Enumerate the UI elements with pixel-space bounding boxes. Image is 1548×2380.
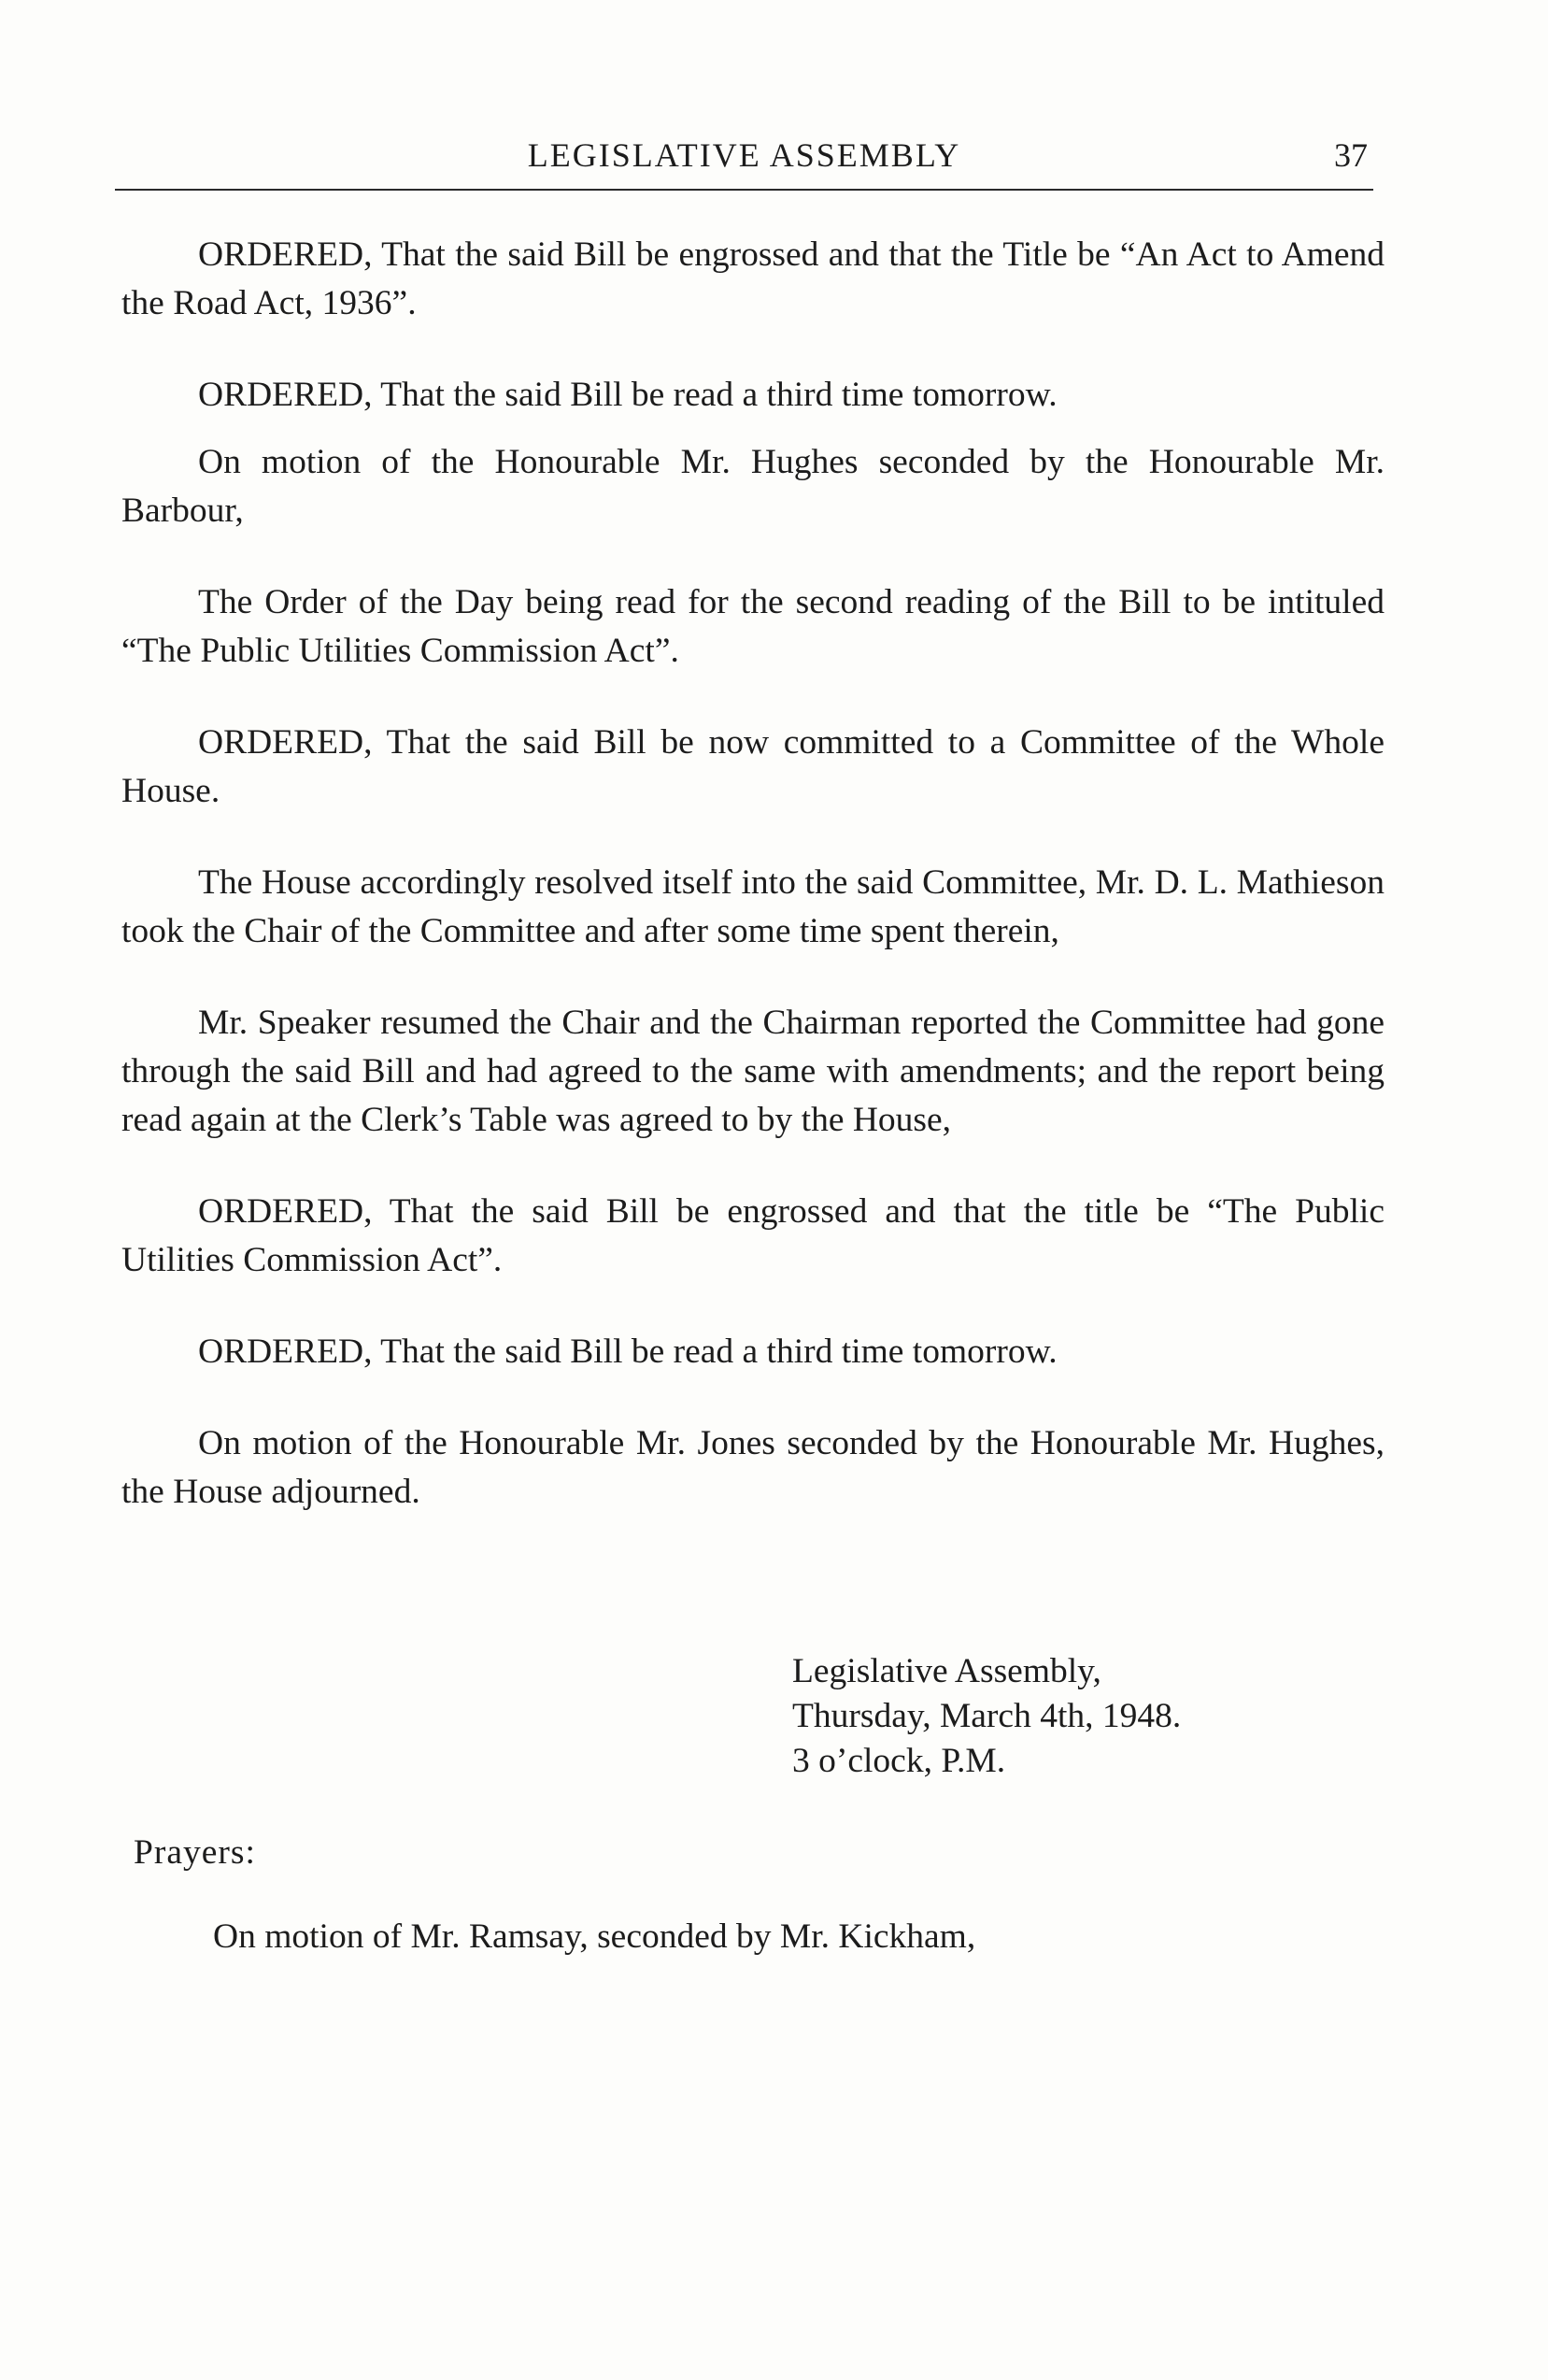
paragraph-motion-hughes-barbour: On motion of the Honourable Mr. Hughes seconded by the Honourable Mr. Barbour, bbox=[121, 443, 1385, 530]
sitting-date: Thursday, March 4th, 1948. bbox=[792, 1697, 1182, 1735]
page-number: 37 bbox=[1334, 136, 1368, 174]
paragraph-motion-ramsay-kickham: On motion of Mr. Ramsay, seconded by Mr. Kickham, bbox=[213, 1917, 976, 1956]
running-title: LEGISLATIVE ASSEMBLY bbox=[527, 136, 961, 174]
paragraph-committee-of-whole: The House accordingly resolved itself into the said Committee, Mr. D. L. Mathieson took the Chair of the Committee and after some time spent therein, bbox=[121, 863, 1385, 950]
prayers-heading: Prayers: bbox=[134, 1833, 256, 1872]
paragraph-motion-adjourned: On motion of the Honourable Mr. Jones seconded by the Honourable Mr. Hughes, the House adjourned. bbox=[121, 1424, 1385, 1511]
sitting-time: 3 o’clock, P.M. bbox=[792, 1742, 1006, 1780]
paragraph-order-of-day: The Order of the Day being read for the second reading of the Bill to be intituled “The Public Utilities Commission Act”. bbox=[121, 583, 1385, 670]
paragraph-ordered-engrossed-utilities: ORDERED, That the said Bill be engrossed and that the title be “The Public Utilities Commission Act”. bbox=[121, 1192, 1385, 1279]
journal-body bbox=[121, 231, 1385, 1517]
sitting-place: Legislative Assembly, bbox=[792, 1652, 1101, 1690]
paragraph-speaker-resumed: Mr. Speaker resumed the Chair and the Chairman reported the Committee had gone through the said Bill and had agreed to the same with amendments; and the report being read again at the Clerk’s Table was agreed to by the House, bbox=[121, 1004, 1385, 1139]
paragraph-ordered-committed: ORDERED, That the said Bill be now committed to a Committee of the Whole House. bbox=[121, 723, 1385, 810]
paragraph-ordered-third-reading-2: ORDERED, That the said Bill be read a third time tomorrow. bbox=[198, 1333, 1058, 1371]
paragraph-ordered-third-reading: ORDERED, That the said Bill be read a third time tomorrow. bbox=[198, 376, 1058, 414]
sitting-dateline bbox=[792, 1649, 1181, 1784]
paragraph-ordered-engrossed-road-act: ORDERED, That the said Bill be engrossed and that the Title be “An Act to Amend the Road Act, 1936”. bbox=[121, 235, 1385, 322]
page-header bbox=[115, 133, 1373, 191]
